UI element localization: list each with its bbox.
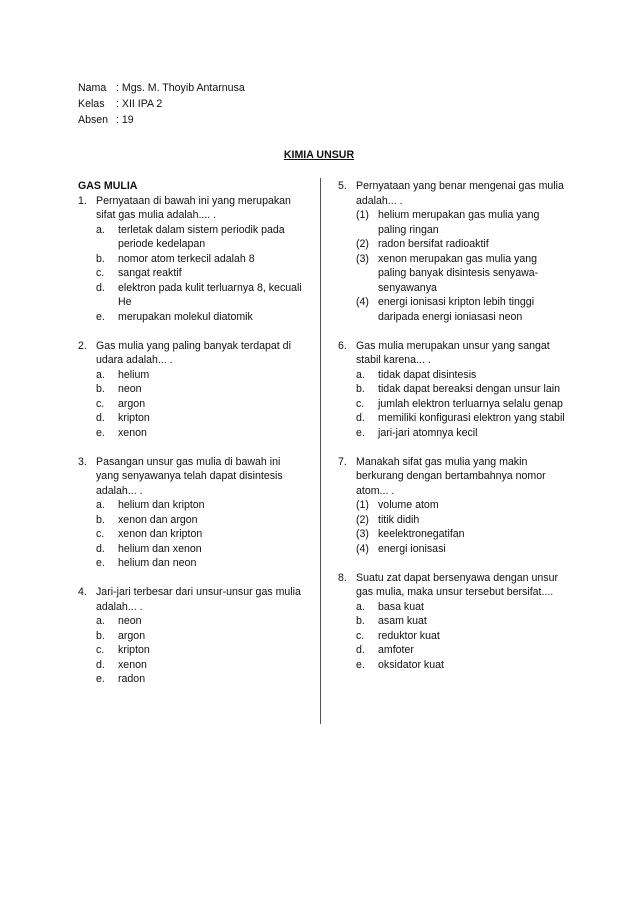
answer-option [356, 600, 568, 615]
option-label: e. [96, 557, 105, 569]
answer-option [96, 643, 303, 658]
question-body [356, 455, 568, 557]
option-text: titik didih [378, 513, 420, 526]
option-label: e. [96, 426, 105, 439]
answer-option [96, 426, 303, 441]
question-text: Suatu zat dapat bersenyawa dengan unsur gas mulia, maka unsur tersebut bersifat.... [356, 571, 559, 598]
option-label: b. [96, 629, 105, 642]
answer-option [356, 658, 568, 673]
option-label: b. [96, 513, 105, 526]
answer-option [96, 266, 303, 281]
option-text: merupakan molekul diatomik [118, 310, 253, 323]
left-question-list [78, 194, 303, 687]
answer-option [96, 556, 303, 571]
option-label: b. [96, 383, 105, 395]
option-text: xenon dan argon [118, 513, 198, 526]
question-item [338, 179, 568, 324]
question-text: Gas mulia yang paling banyak terdapat di udara adalah... . [96, 339, 291, 366]
question-item [338, 455, 568, 557]
option-text: amfoter [378, 644, 414, 656]
option-label: c. [356, 629, 365, 642]
answer-option [356, 513, 568, 528]
option-text: helium dan neon [118, 557, 197, 569]
answer-option [96, 614, 303, 629]
column-divider [320, 178, 321, 724]
option-text: helium [118, 368, 150, 381]
option-label: b. [96, 252, 105, 265]
option-text: memiliki konfigurasi elektron yang stabil [378, 412, 565, 424]
answer-option [356, 397, 568, 412]
option-text: argon [118, 629, 146, 642]
answer-option [356, 498, 568, 513]
option-text: xenon dan kripton [118, 528, 203, 540]
option-label: d. [356, 412, 365, 424]
option-text: argon [118, 397, 146, 410]
info-label: Nama [78, 82, 107, 94]
option-label: c. [96, 267, 105, 279]
answer-option [96, 368, 303, 383]
info-value: : 19 [116, 114, 134, 126]
option-text: tidak dapat bereaksi dengan unsur lain [378, 383, 560, 395]
answer-option [356, 614, 568, 629]
question-body [96, 455, 303, 571]
question-item [78, 585, 303, 687]
answer-option [356, 426, 568, 441]
answer-option [356, 237, 568, 252]
left-column [78, 179, 303, 701]
question-number: 7. [338, 455, 347, 468]
option-text: radon bersifat radioaktif [378, 238, 489, 250]
answer-option [356, 411, 568, 426]
answer-option [356, 368, 568, 383]
question-number: 6. [338, 339, 347, 352]
question-text: Jari-jari terbesar dari unsur-unsur gas mulia adalah... . [96, 586, 301, 613]
option-text: oksidator kuat [378, 658, 444, 671]
question-body [356, 571, 568, 673]
option-label: d. [356, 644, 365, 656]
section-heading: GAS MULIA [78, 180, 138, 192]
option-label: (3) [356, 252, 369, 265]
answer-option [356, 382, 568, 397]
option-text: tidak dapat disintesis [378, 368, 477, 381]
option-label: a. [356, 368, 365, 381]
option-label: b. [356, 383, 365, 395]
option-label: d. [96, 658, 105, 671]
option-label: d. [96, 281, 105, 294]
option-text: volume atom [378, 499, 439, 511]
question-text: Pernyataan yang benar mengenai gas mulia adalah... . [356, 180, 564, 207]
question-body [356, 339, 568, 441]
option-text: radon [118, 673, 146, 685]
question-number: 5. [338, 180, 347, 192]
option-label: (1) [356, 209, 369, 221]
question-body [96, 194, 303, 325]
question-item [78, 339, 303, 441]
option-label: e. [356, 658, 365, 671]
option-text: energi ionisasi kripton lebih tinggi daripada energi ioniasasi neon [378, 296, 535, 323]
option-text: sangat reaktif [118, 267, 182, 279]
option-label: (4) [356, 542, 369, 555]
question-text: Gas mulia merupakan unsur yang sangat stabil karena... . [356, 339, 550, 366]
question-number: 2. [78, 339, 87, 352]
right-column [338, 179, 568, 687]
info-row-kelas [78, 96, 245, 112]
answer-option [96, 252, 303, 267]
option-text: helium dan kripton [118, 499, 205, 511]
option-text: kripton [118, 412, 150, 424]
answer-option [356, 629, 568, 644]
question-item [338, 339, 568, 441]
option-label: (1) [356, 499, 369, 511]
option-text: elektron pada kulit terluarnya 8, kecuali He [118, 281, 302, 308]
question-body [356, 179, 568, 324]
answer-option [356, 208, 568, 237]
option-label: b. [356, 615, 365, 627]
question-text: Manakah sifat gas mulia yang makin berkurang dengan bertambahnya nomor atom... . [356, 455, 546, 497]
option-text: keelektronegatifan [378, 528, 465, 540]
option-text: nomor atom terkecil adalah 8 [118, 252, 255, 265]
right-question-list [338, 179, 568, 672]
option-text: xenon merupakan gas mulia yang paling banyak disintesis senyawa-senyawanya [378, 252, 539, 294]
option-label: (2) [356, 513, 369, 526]
answer-option [96, 527, 303, 542]
option-text: basa kuat [378, 600, 424, 613]
option-label: (2) [356, 238, 369, 250]
info-label: Absen [78, 114, 109, 126]
option-label: a. [96, 499, 105, 511]
question-number: 4. [78, 586, 87, 598]
option-text: neon [118, 383, 142, 395]
option-label: e. [96, 673, 105, 685]
option-label: (3) [356, 528, 369, 540]
answer-option [96, 411, 303, 426]
option-label: e. [96, 310, 105, 323]
option-label: c. [96, 644, 105, 656]
answer-option [96, 281, 303, 310]
answer-option [96, 397, 303, 412]
option-text: jumlah elektron terluarnya selalu genap [378, 397, 563, 410]
option-text: helium merupakan gas mulia yang paling ringan [378, 209, 540, 236]
info-value: : Mgs. M. Thoyib Antarnusa [116, 82, 245, 94]
option-label: e. [356, 426, 365, 439]
info-value: : XII IPA 2 [116, 98, 163, 110]
option-label: a. [96, 368, 105, 381]
question-body [96, 339, 303, 441]
answer-option [96, 382, 303, 397]
answer-option [356, 252, 568, 296]
question-body [96, 585, 303, 687]
option-label: (4) [356, 296, 369, 308]
option-text: xenon [118, 426, 147, 439]
question-text: Pernyataan di bawah ini yang merupakan sifat gas mulia adalah.... . [96, 194, 291, 221]
answer-option [356, 295, 568, 324]
page-title: KIMIA UNSUR [283, 149, 355, 161]
answer-option [356, 643, 568, 658]
question-number: 1. [78, 194, 87, 207]
answer-option [96, 542, 303, 557]
answer-option [96, 629, 303, 644]
answer-option [96, 658, 303, 673]
question-number: 3. [78, 455, 87, 468]
question-item [78, 194, 303, 325]
option-label: c. [96, 397, 105, 410]
option-label: d. [96, 412, 105, 424]
answer-option [96, 498, 303, 513]
info-row-nama [78, 80, 245, 96]
student-info [78, 80, 245, 128]
question-item [78, 455, 303, 571]
question-item [338, 571, 568, 673]
info-row-absen [78, 112, 245, 128]
answer-option [96, 223, 303, 252]
option-label: d. [96, 542, 105, 555]
option-text: energi ionisasi [378, 542, 446, 555]
option-text: reduktor kuat [378, 629, 440, 642]
answer-option [96, 310, 303, 325]
option-text: terletak dalam sistem periodik pada periode kedelapan [118, 223, 285, 250]
answer-option [356, 542, 568, 557]
option-text: kripton [118, 644, 150, 656]
option-label: c. [356, 397, 365, 410]
option-text: helium dan xenon [118, 542, 202, 555]
answer-option [96, 513, 303, 528]
option-label: a. [356, 600, 365, 613]
option-label: a. [96, 615, 105, 627]
option-text: neon [118, 615, 142, 627]
option-text: jari-jari atomnya kecil [378, 426, 478, 439]
question-number: 8. [338, 571, 347, 584]
option-text: asam kuat [378, 615, 427, 627]
option-text: xenon [118, 658, 147, 671]
answer-option [96, 672, 303, 687]
option-label: a. [96, 223, 105, 236]
question-text: Pasangan unsur gas mulia di bawah ini yang senyawanya telah dapat disintesis adalah... . [96, 455, 283, 497]
info-label: Kelas [78, 98, 105, 110]
option-label: c. [96, 528, 105, 540]
answer-option [356, 527, 568, 542]
